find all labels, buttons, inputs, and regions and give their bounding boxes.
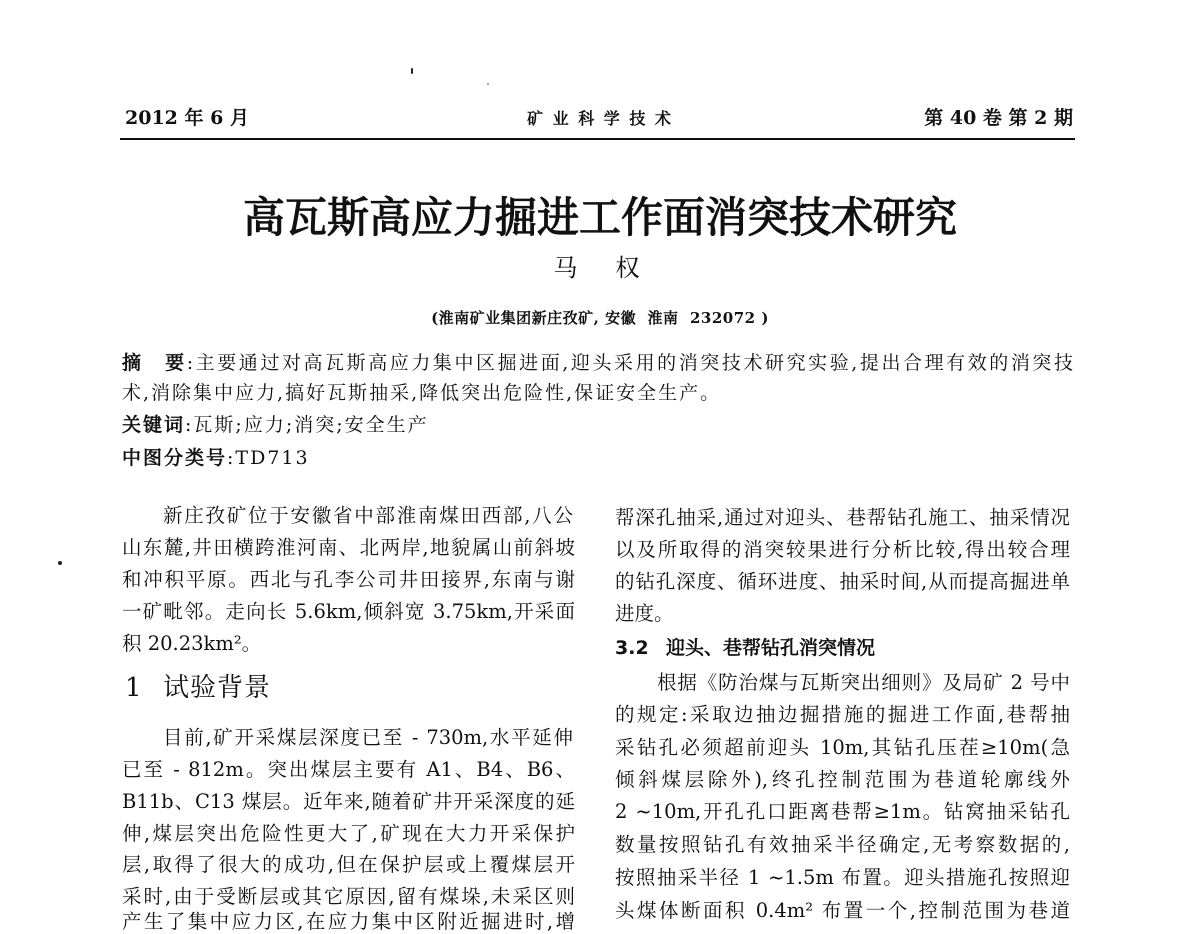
- classification-line: [122, 446, 1073, 470]
- body-text-line: 帮深孔抽采,通过对迎头、巷帮钻孔施工、抽采情况: [615, 506, 1070, 529]
- abstract-line: 术,消除集中应力,搞好瓦斯抽采,降低突出危险性,保证安全生产。: [122, 382, 722, 404]
- body-text-line: 伸,煤层突出危险性更大了,矿现在大力开采保护: [122, 822, 575, 845]
- scan-speck: [58, 561, 62, 565]
- abstract-line: [122, 351, 1073, 375]
- body-text-line: 积 20.23km²。: [122, 632, 262, 655]
- keywords-label: 关键词: [122, 414, 186, 436]
- keywords-text: :瓦斯;应力;消突;安全生产: [185, 414, 429, 436]
- body-text-line: B11b、C13 煤层。近年来,随着矿井开采深度的延: [122, 790, 575, 813]
- scan-speck: [487, 83, 489, 85]
- scan-speck: [411, 68, 413, 74]
- body-text-line: 以及所取得的消突较果进行分析比较,得出较合理: [615, 538, 1070, 561]
- body-text-line: 和冲积平原。西北与孔李公司井田接界,东南与谢: [122, 568, 575, 591]
- body-text-line: 新庄孜矿位于安徽省中部淮南煤田西部,八公: [163, 504, 573, 527]
- body-text-line: 产生了集中应力区,在应力集中区附近掘进时,增: [122, 910, 575, 933]
- section-1-heading: 试验背景: [163, 673, 272, 703]
- body-text-line: 已至 - 812m。突出煤层主要有 A1、B4、B6、: [122, 758, 575, 781]
- body-text-line: 进度。: [615, 602, 674, 625]
- classification-label: 中图分类号: [122, 447, 228, 469]
- abstract-label: 摘 要: [122, 352, 187, 374]
- author-affiliation: (淮南矿业集团新庄孜矿, 安徽 淮南 232072 ): [431, 309, 769, 327]
- section-3-2-heading: 迎头、巷帮钻孔消突情况: [666, 637, 876, 659]
- paper-title: 高瓦斯高应力掘进工作面消突技术研究: [242, 193, 957, 242]
- body-text-line: 头煤体断面积 0.4m² 布置一个,控制范围为巷道: [615, 899, 1070, 922]
- body-text-line: 山东麓,井田横跨淮河南、北两岸,地貌属山前斜坡: [122, 536, 575, 559]
- body-text-line: 数量按照钻孔有效抽采半径确定,无考察数据的,: [615, 833, 1070, 856]
- section-3-2-number: 3.2: [615, 637, 649, 659]
- body-text-line: 2 ~10m,开孔孔口距离巷帮≥1m。钻窝抽采钻孔: [615, 800, 1070, 823]
- body-text-line: 根据《防治煤与瓦斯突出细则》及局矿 2 号中: [657, 671, 1070, 694]
- body-text-line: 的规定:采取边抽边掘措施的掘进工作面,巷帮抽: [615, 703, 1070, 726]
- header-journal-name: 矿 业 科 学 技 术: [527, 109, 673, 128]
- paper-author: 马 权: [553, 254, 647, 282]
- body-text-line: 采时,由于受断层或其它原因,留有煤垛,未采区则: [122, 885, 575, 908]
- body-text-line: 目前,矿开采煤层深度已至 - 730m,水平延伸: [163, 726, 573, 749]
- header-date: 2012 年 6 月: [125, 107, 249, 129]
- body-text-line: 采钻孔必须超前迎头 10m,其钻孔压茬≥10m(急: [615, 736, 1070, 759]
- header-volume-issue: 第 40 卷 第 2 期: [924, 107, 1073, 129]
- classification-text: :TD713: [227, 447, 310, 469]
- body-text-line: 层,取得了很大的成功,但在保护层或上覆煤层开: [122, 853, 575, 876]
- keywords-line: [122, 413, 1073, 437]
- body-text-line: 按照抽采半径 1 ~1.5m 布置。迎头措施孔按照迎: [615, 866, 1070, 889]
- abstract-text: :主要通过对高瓦斯高应力集中区掘进面,迎头采用的消突技术研究实验,提出合理有效的消突技: [186, 352, 1073, 374]
- header-rule: [120, 138, 1075, 140]
- body-text-line: 倾斜煤层除外),终孔控制范围为巷道轮廓线外: [615, 768, 1070, 791]
- body-text-line: 一矿毗邻。走向长 5.6km,倾斜宽 3.75km,开采面: [122, 600, 575, 623]
- section-1-number: 1: [125, 673, 142, 703]
- body-text-line: 的钻孔深度、循环进度、抽采时间,从而提高掘进单: [615, 570, 1070, 593]
